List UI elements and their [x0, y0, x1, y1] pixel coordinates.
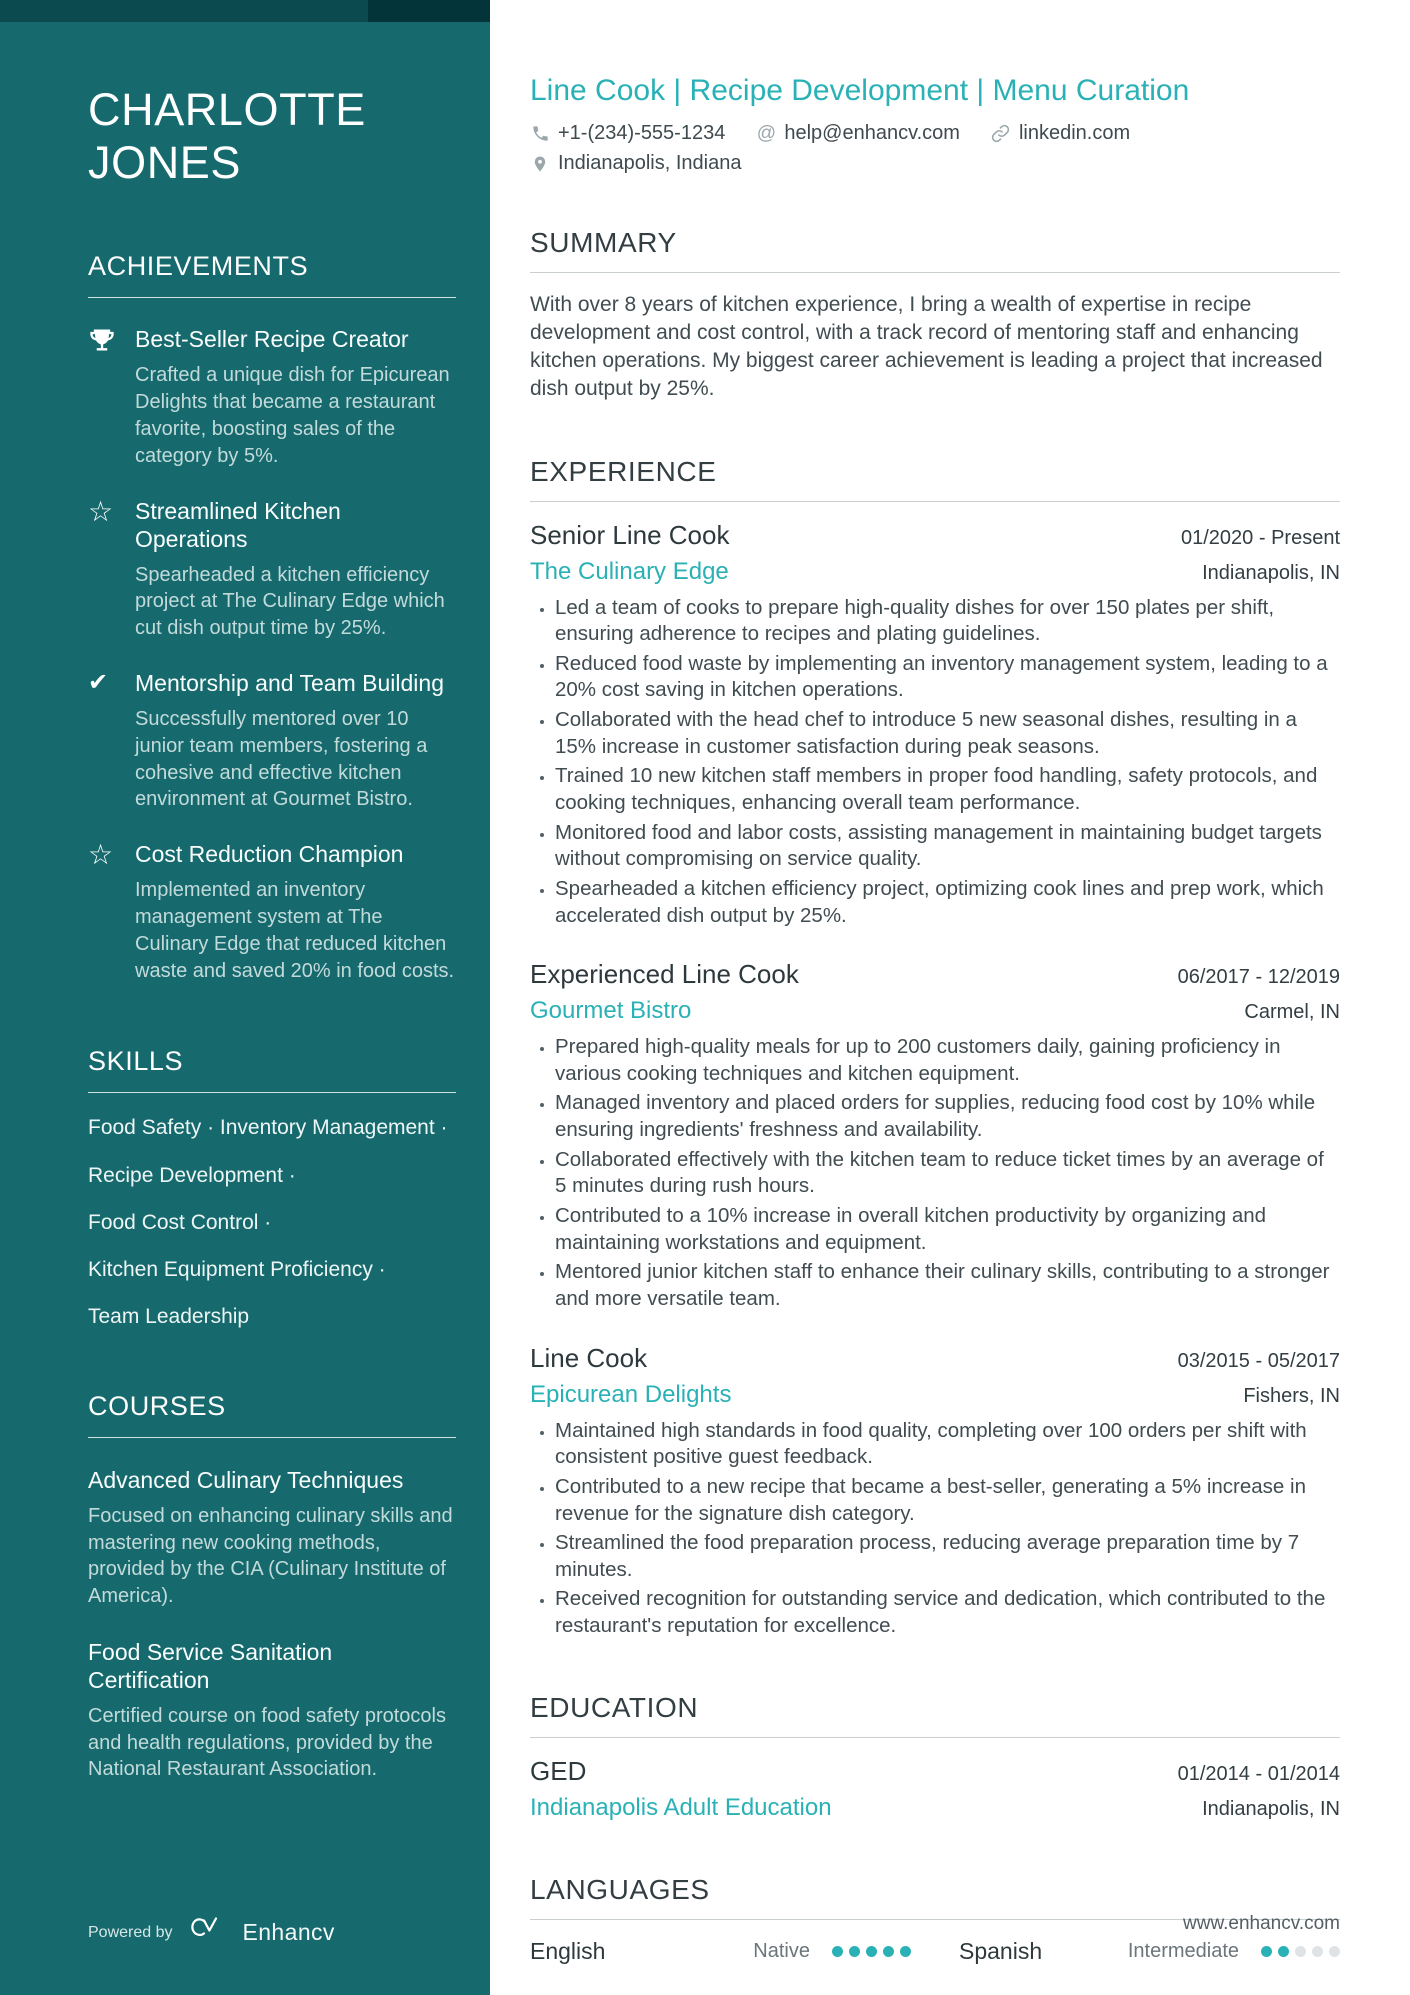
- achievement-item: [88, 669, 456, 813]
- at-icon: @: [756, 123, 776, 144]
- courses-heading: COURSES: [88, 1391, 456, 1438]
- job-bullet: • Trained 10 new kitchen staff members in proper food handling, safety protocols, and cooking techniques, enhancing overall team performance.: [555, 763, 1340, 816]
- dot-empty: [1329, 1946, 1340, 1957]
- degree-title: GED: [530, 1755, 587, 1786]
- dot-filled: [849, 1946, 860, 1957]
- sidebar-footer: [88, 1886, 456, 1949]
- achievement-description: Spearheaded a kitchen efficiency project at The Culinary Edge which cut dish output time by 25%.: [135, 563, 445, 640]
- achievement-item: [88, 325, 456, 469]
- skill-line: Recipe Development ·: [88, 1163, 296, 1187]
- skill-line: Kitchen Equipment Proficiency ·: [88, 1258, 386, 1282]
- education-heading: EDUCATION: [530, 1692, 1340, 1738]
- job-bullet: • Collaborated with the head chef to introduce 5 new seasonal dishes, resulting in a 15% increase in customer satisfaction during peak seasons.: [555, 707, 1340, 760]
- job-bullet: • Streamlined the food preparation process, reducing average preparation time by 7 minutes.: [555, 1530, 1340, 1583]
- achievement-title: Streamlined Kitchen Operations: [135, 497, 341, 552]
- main-column: [490, 0, 1410, 1995]
- phone-number: +1-(234)-555-1234: [558, 122, 726, 144]
- language-proficiency-dots: [832, 1946, 911, 1957]
- job-bullets: [530, 595, 1340, 930]
- job-bullet: • Maintained high standards in food quality, completing over 100 orders per shift with consistent positive guest feedback.: [555, 1418, 1340, 1471]
- education-dates: 01/2014 - 01/2014: [1177, 1762, 1340, 1785]
- enhancv-site-url[interactable]: www.enhancv.com: [1183, 1913, 1340, 1934]
- experience-entry: [530, 1343, 1340, 1640]
- education-entry: [530, 1756, 1340, 1822]
- achievement-title: Mentorship and Team Building: [135, 670, 444, 696]
- achievements-heading: ACHIEVEMENTS: [88, 251, 456, 298]
- phone-icon: [530, 124, 550, 144]
- achievement-description: Crafted a unique dish for Epicurean Delights that became a restaurant favorite, boosting sales of the category by 5%.: [135, 364, 450, 467]
- linkedin-url[interactable]: linkedin.com: [1018, 122, 1131, 144]
- course-item: [88, 1638, 456, 1783]
- company-name: Gourmet Bistro: [530, 997, 692, 1025]
- job-bullet: • Managed inventory and placed orders for supplies, reducing food cost by 10% while ensuring ingredients' freshness and availability.: [555, 1090, 1340, 1143]
- dot-filled: [883, 1946, 894, 1957]
- job-location: Fishers, IN: [1243, 1384, 1340, 1407]
- trophy-icon: [88, 325, 120, 469]
- job-bullet: • Mentored junior kitchen staff to enhance their culinary skills, contributing to a stronger and more versatile team.: [555, 1259, 1340, 1312]
- company-name: Epicurean Delights: [530, 1380, 732, 1408]
- dot-filled: [866, 1946, 877, 1957]
- language-proficiency-dots: [1261, 1946, 1340, 1957]
- language-level: Native: [753, 1939, 810, 1962]
- job-title: Experienced Line Cook: [530, 959, 799, 990]
- dot-filled: [1261, 1946, 1272, 1957]
- experience-section: [530, 456, 1340, 1640]
- job-bullets: [530, 1418, 1340, 1640]
- company-name: The Culinary Edge: [530, 557, 729, 585]
- job-dates: 01/2020 - Present: [1181, 526, 1340, 549]
- experience-entry: [530, 959, 1340, 1312]
- achievement-description: Successfully mentored over 10 junior team members, fostering a cohesive and effective kitchen environment at Gourmet Bistro.: [135, 708, 428, 811]
- link-icon: [991, 124, 1011, 144]
- job-dates: 06/2017 - 12/2019: [1177, 966, 1340, 989]
- powered-by-label: Powered by: [88, 1923, 173, 1941]
- location-contact: [530, 152, 741, 175]
- job-location: Indianapolis, IN: [1202, 561, 1340, 584]
- language-name: English: [530, 1937, 606, 1964]
- skills-heading: SKILLS: [88, 1046, 456, 1093]
- course-description: Certified course on food safety protocols and health regulations, provided by the National Restaurant Association.: [88, 1705, 446, 1781]
- dot-empty: [1312, 1946, 1323, 1957]
- achievement-title: Best-Seller Recipe Creator: [135, 326, 409, 353]
- school-name: Indianapolis Adult Education: [530, 1793, 832, 1821]
- star-icon: ☆: [88, 494, 114, 528]
- phone-contact: [530, 122, 725, 145]
- job-bullets: [530, 1034, 1340, 1312]
- sidebar: [0, 0, 490, 1995]
- experience-entry: [530, 520, 1340, 930]
- job-bullet: • Monitored food and labor costs, assisting management in maintaining budget targets without compromising on service quality.: [555, 820, 1340, 873]
- language-entry: [530, 1938, 959, 1965]
- dot-filled: [1278, 1946, 1289, 1957]
- top-accent-bar: [0, 0, 368, 22]
- skill-line: Food Safety · Inventory Management ·: [88, 1116, 448, 1140]
- job-dates: 03/2015 - 05/2017: [1177, 1349, 1340, 1372]
- job-location: Carmel, IN: [1244, 1001, 1340, 1024]
- language-entry: [959, 1938, 1340, 1965]
- achievement-description: Implemented an inventory management system at The Culinary Edge that reduced kitchen waste and saved 20% in food costs.: [135, 879, 455, 982]
- summary-heading: SUMMARY: [530, 227, 1340, 273]
- location-pin-icon: [530, 154, 550, 174]
- job-bullet: • Contributed to a 10% increase in overall kitchen productivity by organizing and maintaining workstations and equipment.: [555, 1203, 1340, 1256]
- candidate-name: CHARLOTTE JONES: [88, 84, 366, 188]
- top-accent-bar-dark-segment: [368, 0, 490, 22]
- job-bullet: • Received recognition for outstanding service and dedication, which contributed to the restaurant's reputation for excellence.: [555, 1586, 1340, 1639]
- achievement-item: [88, 494, 456, 642]
- star-icon: ☆: [88, 838, 114, 872]
- language-level: Intermediate: [1127, 1939, 1239, 1962]
- location-row: [530, 152, 1340, 175]
- summary-section: [530, 227, 1340, 404]
- skill-line: Team Leadership: [88, 1305, 250, 1329]
- skill-line: Food Cost Control ·: [88, 1210, 272, 1234]
- email-contact[interactable]: [756, 122, 960, 145]
- contact-row: [530, 122, 1340, 145]
- headline: Line Cook | Recipe Development | Menu Curation: [530, 74, 1190, 107]
- education-location: Indianapolis, IN: [1202, 1797, 1340, 1820]
- linkedin-contact[interactable]: [991, 122, 1130, 145]
- education-section: [530, 1692, 1340, 1822]
- job-bullet: • Spearheaded a kitchen efficiency project, optimizing cook lines and prep work, which accelerated dish output by 25%.: [555, 876, 1340, 929]
- enhancv-logo-icon: [187, 1916, 229, 1949]
- languages-heading: LANGUAGES: [530, 1874, 1340, 1920]
- job-bullet: • Reduced food waste by implementing an inventory management system, leading to a 20% cost saving in kitchen operations.: [555, 651, 1340, 704]
- language-name: Spanish: [959, 1937, 1043, 1964]
- job-bullet: • Led a team of cooks to prepare high-quality dishes for over 150 plates per shift, ensuring adherence to recipes and plating guidelines.: [555, 595, 1340, 648]
- location-text: Indianapolis, Indiana: [558, 152, 742, 174]
- languages-row: [530, 1938, 1340, 1965]
- achievement-item: [88, 840, 456, 984]
- dot-filled: [832, 1946, 843, 1957]
- dot-filled: [900, 1946, 911, 1957]
- courses-section: [88, 1391, 456, 1782]
- job-title: Line Cook: [530, 1342, 648, 1373]
- dot-empty: [1295, 1946, 1306, 1957]
- job-bullet: • Contributed to a new recipe that became a best-seller, generating a 5% increase in revenue for the signature dish category.: [555, 1474, 1340, 1527]
- course-description: Focused on enhancing culinary skills and mastering new cooking methods, provided by the CIA (Culinary Institute of America).: [88, 1505, 453, 1607]
- course-item: [88, 1466, 456, 1609]
- skills-section: [88, 1046, 456, 1329]
- achievement-title: Cost Reduction Champion: [135, 841, 404, 868]
- job-title: Senior Line Cook: [530, 519, 730, 550]
- check-icon: ✔: [88, 668, 109, 696]
- job-bullet: • Collaborated effectively with the kitchen team to reduce ticket times by an average of 5 minutes during rush hours.: [555, 1147, 1340, 1200]
- email-address[interactable]: help@enhancv.com: [784, 122, 960, 144]
- job-bullet: • Prepared high-quality meals for up to 200 customers daily, gaining proficiency in various cooking techniques and kitchen equipment.: [555, 1034, 1340, 1087]
- summary-text: With over 8 years of kitchen experience, I bring a wealth of expertise in recipe development and cost control, with a track record of mentoring staff and enhancing kitchen operations. My biggest career achievement is leading a project that increased dish output by 25%.: [530, 293, 1323, 401]
- brand-name: Enhancv: [242, 1919, 335, 1945]
- achievements-section: [88, 251, 456, 984]
- experience-heading: EXPERIENCE: [530, 456, 1340, 502]
- course-title: Food Service Sanitation Certification: [88, 1638, 333, 1694]
- course-title: Advanced Culinary Techniques: [88, 1467, 404, 1494]
